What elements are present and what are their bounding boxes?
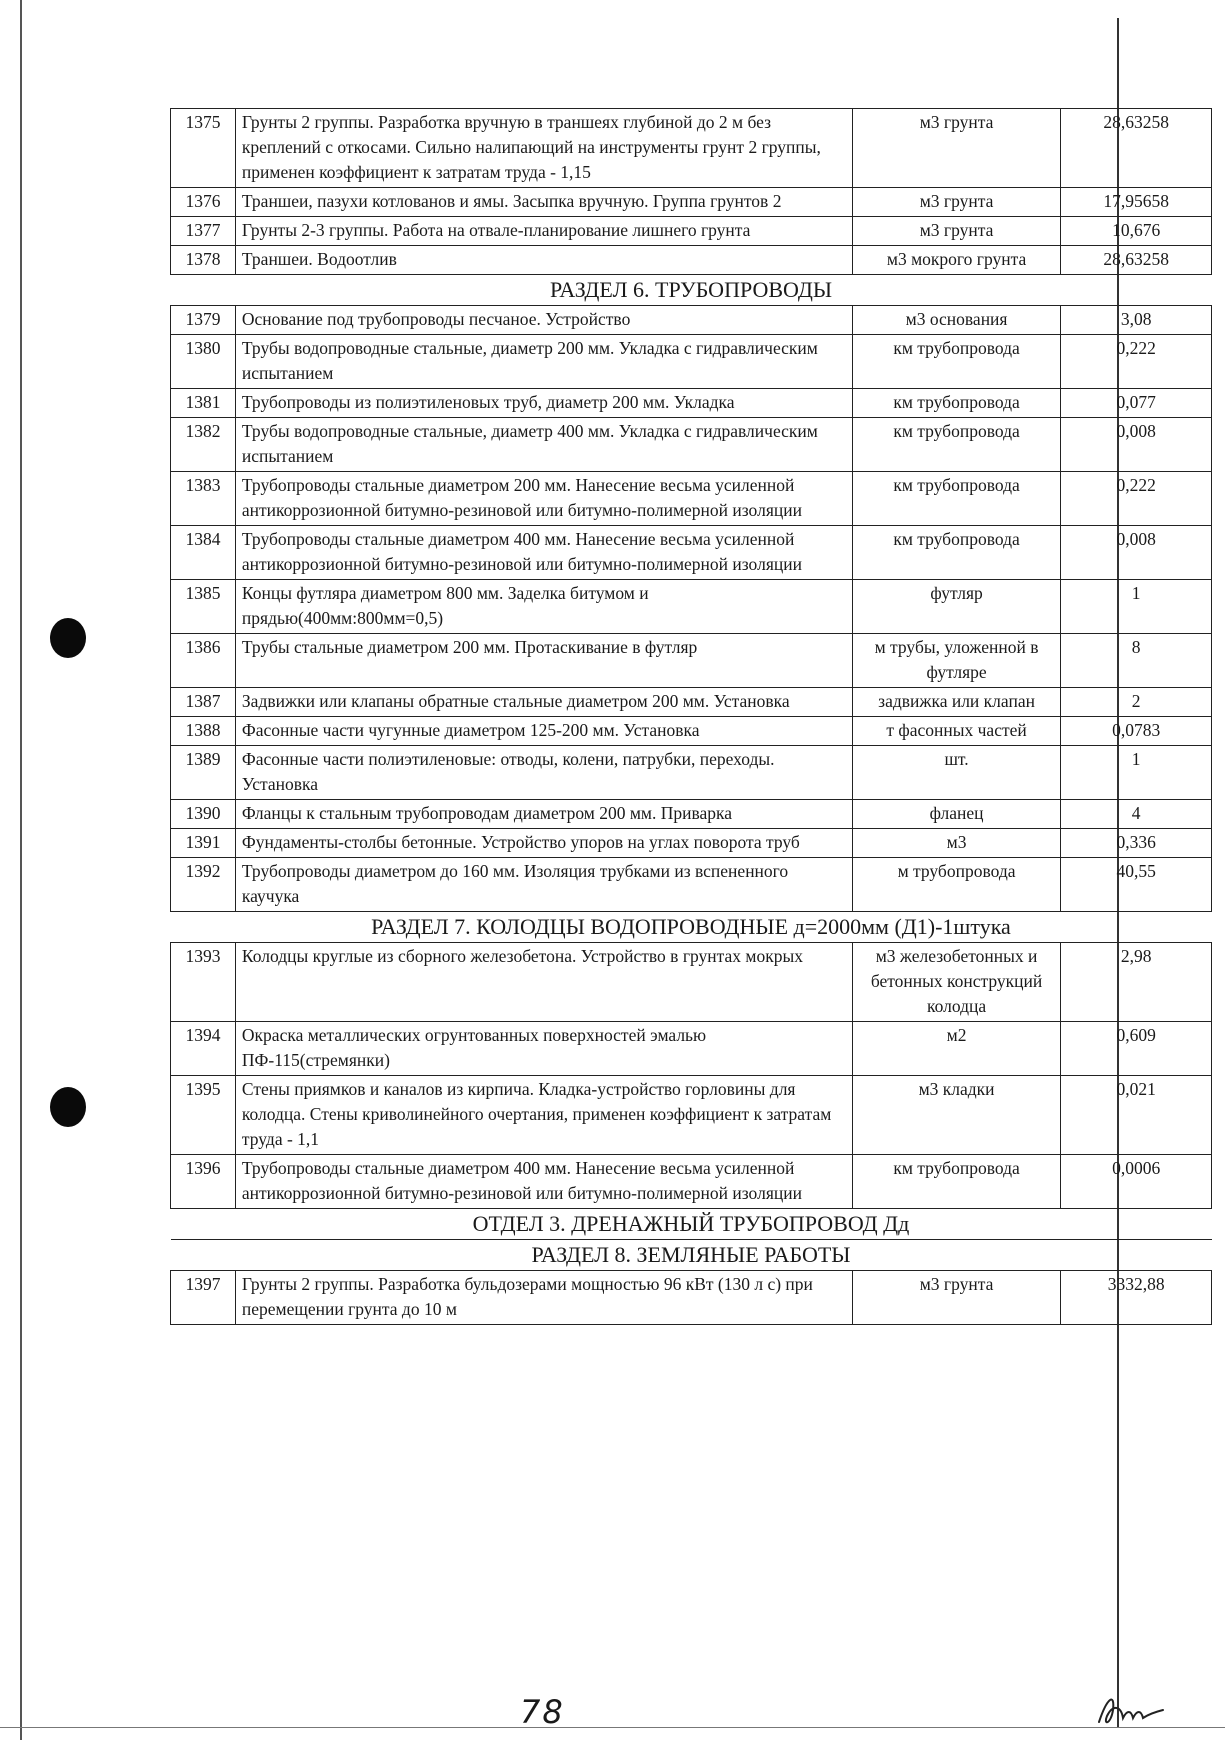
row-number: 1377 — [171, 217, 236, 246]
unit-of-measure: км трубопровода — [852, 472, 1061, 526]
unit-of-measure: км трубопровода — [852, 1155, 1061, 1209]
unit-of-measure: м3 железобетонных и бетонных конструкций колодца — [852, 943, 1061, 1022]
unit-of-measure: м трубопровода — [852, 858, 1061, 912]
quantity: 10,676 — [1061, 217, 1212, 246]
row-number: 1381 — [171, 389, 236, 418]
table-row — [171, 943, 1212, 1022]
quantity: 3332,88 — [1061, 1271, 1212, 1325]
work-description: Трубопроводы из полиэтиленовых труб, диаметр 200 мм. Укладка — [235, 389, 852, 418]
row-number: 1380 — [171, 335, 236, 389]
table-row — [171, 746, 1212, 800]
unit-of-measure: м2 — [852, 1022, 1061, 1076]
row-number: 1385 — [171, 580, 236, 634]
section-heading: ОТДЕЛ 3. ДРЕНАЖНЫЙ ТРУБОПРОВОД Дд — [171, 1209, 1212, 1240]
work-description: Фундаменты-столбы бетонные. Устройство упоров на углах поворота труб — [235, 829, 852, 858]
quantity: 1 — [1061, 746, 1212, 800]
unit-of-measure: м3 грунта — [852, 217, 1061, 246]
table-row — [171, 800, 1212, 829]
work-description: Фланцы к стальным трубопроводам диаметром 200 мм. Приварка — [235, 800, 852, 829]
unit-of-measure: шт. — [852, 746, 1061, 800]
row-number: 1376 — [171, 188, 236, 217]
work-description: Траншеи, пазухи котлованов и ямы. Засыпка вручную. Группа грунтов 2 — [235, 188, 852, 217]
table-row — [171, 335, 1212, 389]
unit-of-measure: т фасонных частей — [852, 717, 1061, 746]
work-description: Грунты 2 группы. Разработка бульдозерами мощностью 96 кВт (130 л с) при перемещении грунта до 10 м — [235, 1271, 852, 1325]
table-row — [171, 688, 1212, 717]
unit-of-measure: м3 — [852, 829, 1061, 858]
quantity: 0,609 — [1061, 1022, 1212, 1076]
unit-of-measure: м3 грунта — [852, 109, 1061, 188]
work-description: Трубы стальные диаметром 200 мм. Протаскивание в футляр — [235, 634, 852, 688]
quantity: 0,077 — [1061, 389, 1212, 418]
quantity: 0,222 — [1061, 335, 1212, 389]
table-row — [171, 634, 1212, 688]
quantity: 0,008 — [1061, 418, 1212, 472]
work-description: Трубопроводы стальные диаметром 200 мм. Нанесение весьма усиленной антикоррозионной битумно-резиновой или битумно-полимерной изоляции — [235, 472, 852, 526]
unit-of-measure: м3 кладки — [852, 1076, 1061, 1155]
table-row — [171, 580, 1212, 634]
work-description: Грунты 2-3 группы. Работа на отвале-планирование лишнего грунта — [235, 217, 852, 246]
unit-of-measure: фланец — [852, 800, 1061, 829]
table-row — [171, 246, 1212, 275]
table-row — [171, 217, 1212, 246]
table-row — [171, 1076, 1212, 1155]
quantity: 0,0006 — [1061, 1155, 1212, 1209]
work-description: Трубы водопроводные стальные, диаметр 400 мм. Укладка с гидравлическим испытанием — [235, 418, 852, 472]
section-heading-row — [171, 912, 1212, 943]
quantity: 3,08 — [1061, 306, 1212, 335]
table-row — [171, 1022, 1212, 1076]
punch-hole-upper — [50, 618, 86, 658]
row-number: 1382 — [171, 418, 236, 472]
unit-of-measure: м трубы, уложенной в футляре — [852, 634, 1061, 688]
table-row — [171, 306, 1212, 335]
section-heading: РАЗДЕЛ 8. ЗЕМЛЯНЫЕ РАБОТЫ — [171, 1240, 1212, 1271]
unit-of-measure: м3 мокрого грунта — [852, 246, 1061, 275]
work-description: Трубопроводы стальные диаметром 400 мм. Нанесение весьма усиленной антикоррозионной битумно-резиновой или битумно-полимерной изоляции — [235, 1155, 852, 1209]
quantity: 0,008 — [1061, 526, 1212, 580]
quantity: 0,222 — [1061, 472, 1212, 526]
quantity: 0,336 — [1061, 829, 1212, 858]
quantity: 17,95658 — [1061, 188, 1212, 217]
unit-of-measure: задвижка или клапан — [852, 688, 1061, 717]
works-table — [170, 108, 1212, 1325]
row-number: 1388 — [171, 717, 236, 746]
row-number: 1379 — [171, 306, 236, 335]
row-number: 1397 — [171, 1271, 236, 1325]
row-number: 1395 — [171, 1076, 236, 1155]
unit-of-measure: м3 грунта — [852, 188, 1061, 217]
work-description: Трубы водопроводные стальные, диаметр 200 мм. Укладка с гидравлическим испытанием — [235, 335, 852, 389]
work-description: Фасонные части чугунные диаметром 125-200 мм. Установка — [235, 717, 852, 746]
work-description: Задвижки или клапаны обратные стальные диаметром 200 мм. Установка — [235, 688, 852, 717]
quantity: 28,63258 — [1061, 109, 1212, 188]
work-description: Грунты 2 группы. Разработка вручную в траншеях глубиной до 2 м без креплений с откосами. Сильно налипающий на инструменты грунт 2 группы, применен коэффициент к затратам труда - 1,15 — [235, 109, 852, 188]
table-row — [171, 526, 1212, 580]
unit-of-measure: км трубопровода — [852, 335, 1061, 389]
quantity: 0,0783 — [1061, 717, 1212, 746]
quantity: 2 — [1061, 688, 1212, 717]
section-heading-row — [171, 275, 1212, 306]
work-description: Трубопроводы стальные диаметром 400 мм. Нанесение весьма усиленной антикоррозионной битумно-резиновой или битумно-полимерной изоляции — [235, 526, 852, 580]
table-row — [171, 188, 1212, 217]
table-row — [171, 389, 1212, 418]
punch-hole-lower — [50, 1087, 86, 1127]
unit-of-measure: км трубопровода — [852, 526, 1061, 580]
unit-of-measure: м3 грунта — [852, 1271, 1061, 1325]
row-number: 1396 — [171, 1155, 236, 1209]
work-description: Траншеи. Водоотлив — [235, 246, 852, 275]
quantity: 28,63258 — [1061, 246, 1212, 275]
work-description: Трубопроводы диаметром до 160 мм. Изоляция трубками из вспененного каучука — [235, 858, 852, 912]
quantity: 2,98 — [1061, 943, 1212, 1022]
row-number: 1390 — [171, 800, 236, 829]
section-heading-row — [171, 1240, 1212, 1271]
table-row — [171, 1271, 1212, 1325]
section-heading: РАЗДЕЛ 6. ТРУБОПРОВОДЫ — [171, 275, 1212, 306]
row-number: 1393 — [171, 943, 236, 1022]
table-row — [171, 472, 1212, 526]
quantity: 40,55 — [1061, 858, 1212, 912]
row-number: 1392 — [171, 858, 236, 912]
section-heading: РАЗДЕЛ 7. КОЛОДЦЫ ВОДОПРОВОДНЫЕ д=2000мм (Д1)-1штука — [171, 912, 1212, 943]
row-number: 1384 — [171, 526, 236, 580]
quantity: 1 — [1061, 580, 1212, 634]
section-heading-row — [171, 1209, 1212, 1240]
scan-edge-left — [20, 0, 22, 1740]
table-row — [171, 418, 1212, 472]
quantity: 4 — [1061, 800, 1212, 829]
unit-of-measure: км трубопровода — [852, 418, 1061, 472]
row-number: 1394 — [171, 1022, 236, 1076]
work-description: Концы футляра диаметром 800 мм. Заделка битумом и прядью(400мм:800мм=0,5) — [235, 580, 852, 634]
work-description: Окраска металлических огрунтованных поверхностей эмалью ПФ-115(стремянки) — [235, 1022, 852, 1076]
row-number: 1386 — [171, 634, 236, 688]
work-description: Колодцы круглые из сборного железобетона. Устройство в грунтах мокрых — [235, 943, 852, 1022]
row-number: 1387 — [171, 688, 236, 717]
row-number: 1375 — [171, 109, 236, 188]
work-description: Стены приямков и каналов из кирпича. Кладка-устройство горловины для колодца. Стены криволинейного очертания, применен коэффициент к затратам труда - 1,1 — [235, 1076, 852, 1155]
work-description: Фасонные части полиэтиленовые: отводы, колени, патрубки, переходы. Установка — [235, 746, 852, 800]
row-number: 1389 — [171, 746, 236, 800]
page-number: 78 — [520, 1693, 565, 1731]
works-table-body — [171, 109, 1212, 1325]
unit-of-measure: футляр — [852, 580, 1061, 634]
table-row — [171, 717, 1212, 746]
row-number: 1378 — [171, 246, 236, 275]
signature-mark — [1093, 1688, 1175, 1732]
row-number: 1391 — [171, 829, 236, 858]
work-description: Основание под трубопроводы песчаное. Устройство — [235, 306, 852, 335]
table-row — [171, 858, 1212, 912]
table-row — [171, 1155, 1212, 1209]
table-row — [171, 109, 1212, 188]
quantity: 8 — [1061, 634, 1212, 688]
row-number: 1383 — [171, 472, 236, 526]
quantity: 0,021 — [1061, 1076, 1212, 1155]
unit-of-measure: км трубопровода — [852, 389, 1061, 418]
table-row — [171, 829, 1212, 858]
scan-edge-bottom — [0, 1727, 1225, 1728]
unit-of-measure: м3 основания — [852, 306, 1061, 335]
